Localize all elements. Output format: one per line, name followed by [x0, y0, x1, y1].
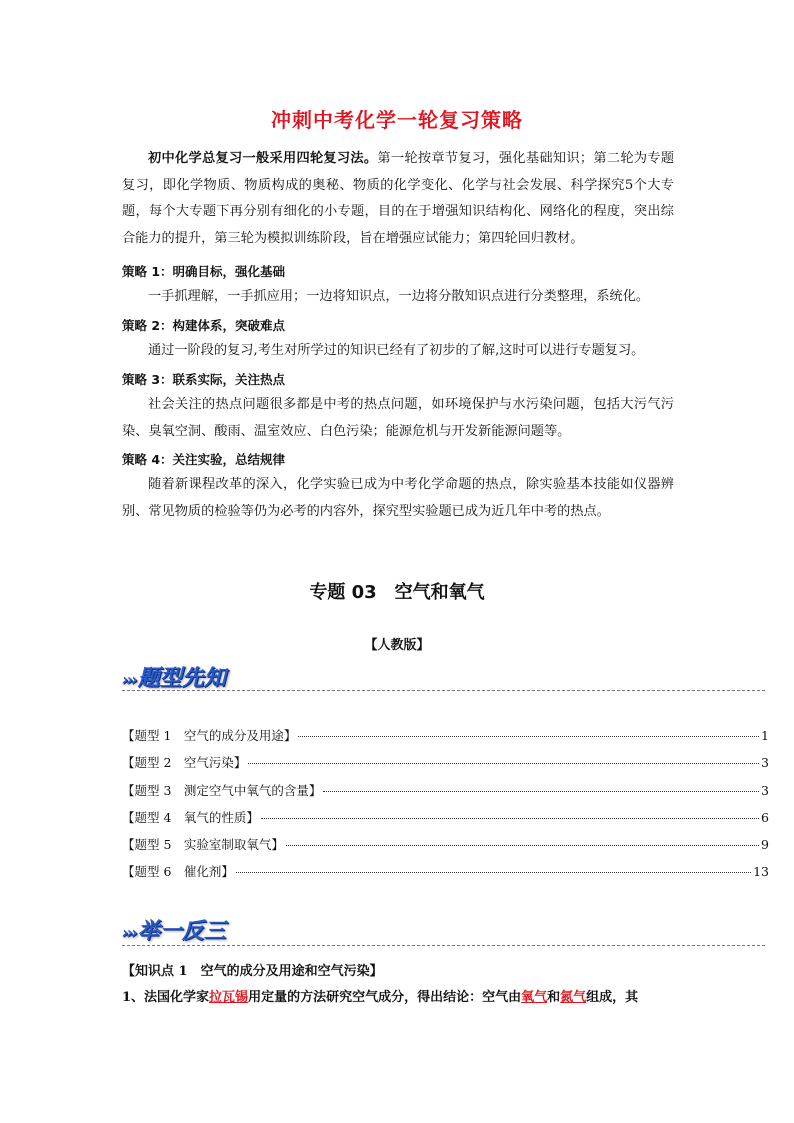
answer-blank: 拉瓦锡 — [209, 990, 249, 1005]
banner-text: 题型先知 — [137, 666, 226, 691]
section-banner-examples — [122, 914, 226, 945]
strategy-4-heading: 策略 4：关注实验，总结规律 — [122, 452, 286, 467]
question-text: 组成，其 — [586, 990, 639, 1005]
question-text: 1、法国化学家 — [122, 990, 210, 1005]
strategy-1-heading: 策略 1：明确目标，强化基础 — [122, 264, 286, 279]
strategy-1-text: 一手抓理解，一手抓应用；一边将知识点，一边将分散知识点进行分类整理，系统化。 — [148, 289, 650, 304]
toc-page-number: 3 — [761, 782, 769, 798]
toc-leader-dots — [286, 845, 759, 846]
toc-label: 【题型 1 空气的成分及用途】 — [122, 728, 297, 743]
toc-row[interactable] — [122, 753, 769, 780]
banner-text: 举一反三 — [137, 919, 226, 944]
topic-title: 专题 03 空气和氧气 — [309, 582, 485, 603]
answer-blank: 氮气 — [560, 990, 587, 1005]
table-of-contents — [122, 726, 769, 890]
question-text: 用定量的方法研究空气成分，得出结论：空气由 — [248, 990, 522, 1005]
toc-page-number: 1 — [761, 728, 769, 743]
knowledge-point-heading: 【知识点 1 空气的成分及用途和空气污染】 — [122, 964, 383, 979]
question-1 — [122, 986, 638, 1005]
intro-lead: 初中化学总复习一般采用四轮复习法。 — [148, 151, 378, 166]
section-banner-question-types — [122, 661, 226, 692]
edition-label: 【人教版】 — [364, 638, 430, 653]
toc-label: 【题型 6 催化剂】 — [122, 864, 234, 880]
toc-leader-dots — [323, 791, 759, 792]
toc-row[interactable] — [122, 862, 769, 889]
toc-label: 【题型 2 空气污染】 — [122, 755, 247, 771]
toc-label: 【题型 5 实验室制取氧气】 — [122, 837, 284, 853]
answer-blank: 氧气 — [521, 990, 548, 1005]
strategy-3-heading: 策略 3：联系实际，关注热点 — [122, 372, 286, 387]
toc-leader-dots — [298, 736, 759, 737]
toc-row[interactable] — [122, 835, 769, 862]
toc-row[interactable] — [122, 726, 769, 753]
document-title: 冲刺中考化学一轮复习策略 — [271, 108, 523, 132]
toc-page-number: 9 — [761, 837, 769, 853]
intro-body: 第一轮按章节复习，强化基础知识；第二轮为专题复习，即化学物质、物质构成的奥秘、物质的化学变化、化学与社会发展、科学探究5个大专题，每个大专题下再分别有细化的小专题，目的在于增强知识结构化、网络化的程度，突出综合能力的提升，第三轮为模拟训练阶段，旨在增强应试能力；第四轮回归教材。 — [122, 151, 675, 246]
strategy-3-text: 社会关注的热点问题很多都是中考的热点问题，如环境保护与水污染问题，包括大污气污染、臭氧空洞、酸雨、温室效应、白色污染；能源危机与开发新能源问题等。 — [122, 397, 674, 439]
dashed-divider — [122, 690, 765, 691]
toc-page-number: 3 — [761, 755, 769, 771]
toc-leader-dots — [236, 872, 751, 873]
question-text: 和 — [547, 990, 561, 1005]
intro-paragraph — [122, 146, 674, 252]
dashed-divider — [122, 945, 765, 946]
strategy-2-heading: 策略 2：构建体系，突破难点 — [122, 318, 286, 333]
strategy-4-text: 随着新课程改革的深入，化学实验已成为中考化学命题的热点，除实验基本技能如仪器辨别、常见物质的检验等仍为必考的内容外，探究型实验题已成为近几年中考的热点。 — [122, 477, 674, 519]
toc-page-number: 6 — [761, 809, 769, 825]
toc-leader-dots — [261, 818, 759, 819]
toc-row[interactable] — [122, 781, 769, 808]
toc-page-number: 13 — [753, 864, 769, 880]
toc-leader-dots — [248, 763, 759, 764]
triple-arrow-icon: ››› — [122, 923, 136, 942]
toc-label: 【题型 4 氧气的性质】 — [122, 809, 259, 825]
strategy-2-text: 通过一阶段的复习,考生对所学过的知识已经有了初步的了解,这时可以进行专题复习。 — [148, 343, 645, 358]
toc-row[interactable] — [122, 808, 769, 835]
triple-arrow-icon: ››› — [122, 670, 136, 689]
toc-label: 【题型 3 测定空气中氧气的含量】 — [122, 782, 322, 798]
